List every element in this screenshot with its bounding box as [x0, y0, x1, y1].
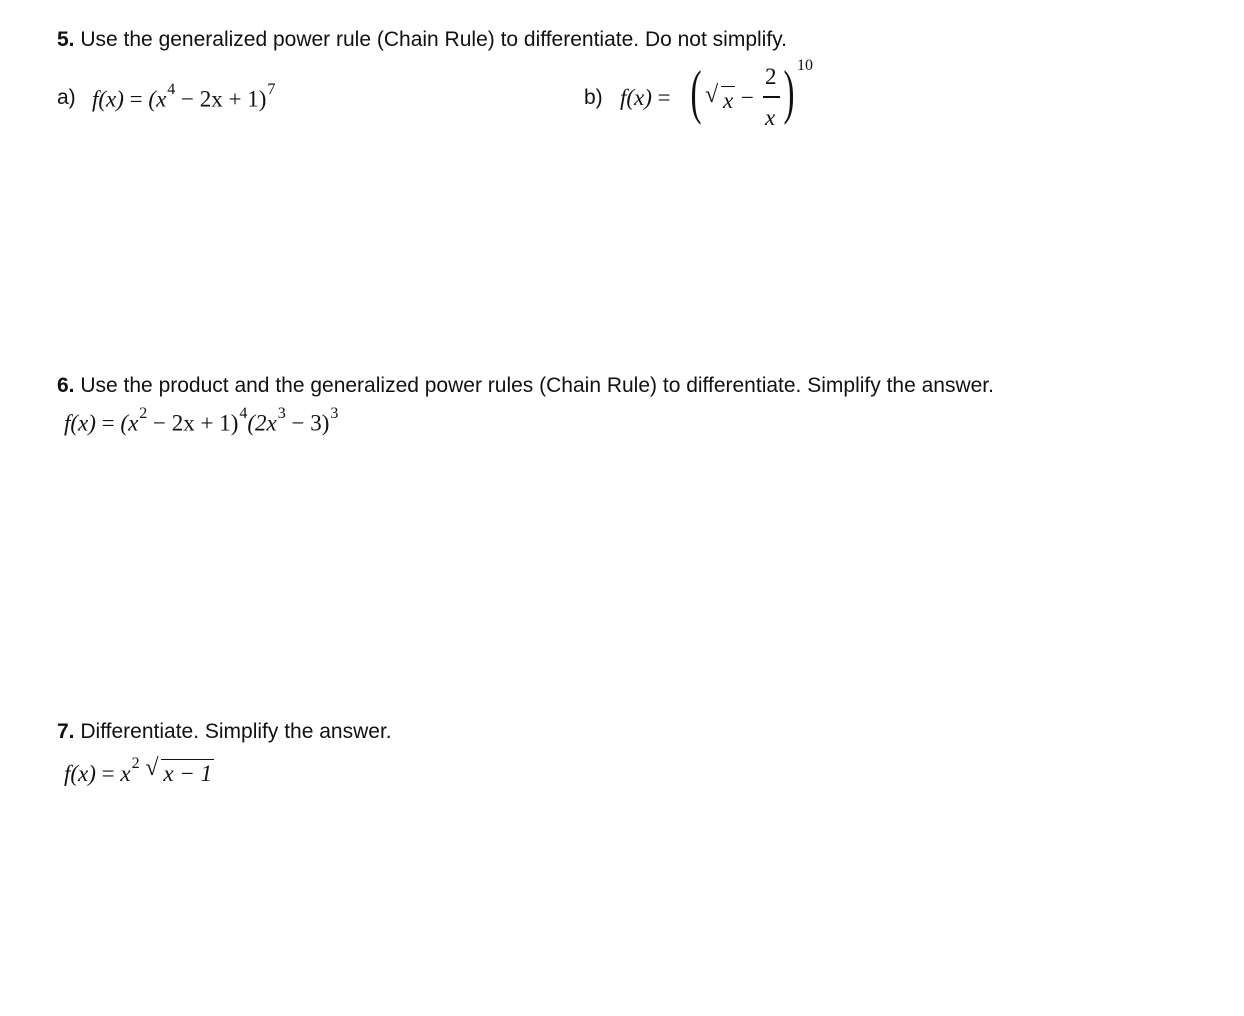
problem-5b-frac-numerator: 2 [765, 64, 777, 89]
problem-5b-label: b) [584, 86, 603, 109]
problem-5a-eq: = [129, 86, 143, 112]
problem-6-factor2-outer: 3 [330, 405, 339, 422]
problem-5a-label: a) [57, 86, 76, 109]
problem-7-eq: = [101, 761, 115, 786]
problem-7-text: Differentiate. Simplify the answer. [80, 720, 392, 743]
problem-6-factor1-outer: 4 [239, 405, 248, 422]
problem-5b-right-paren: ) [783, 59, 795, 125]
problem-5a-base: (x [148, 86, 167, 112]
problem-5a-rest: − 2x + 1) [175, 86, 267, 112]
problem-5b-frac-denominator: x [765, 105, 776, 130]
sqrt-icon: √ [705, 82, 719, 108]
problem-7-sqrt-group [145, 755, 214, 786]
problem-5a-inner-exponent: 4 [167, 81, 176, 98]
problem-5b-eq: = [657, 85, 671, 110]
problem-6-equation [64, 405, 339, 436]
problem-5b-fx: f(x) [620, 85, 652, 110]
problem-6-factor2-exponent: 3 [277, 405, 286, 422]
problem-7-exponent: 2 [131, 755, 140, 773]
problem-5b-minus: − [741, 85, 754, 110]
problem-5b-sqrt [705, 82, 735, 113]
problem-7-number: 7. [57, 720, 75, 743]
problem-7-prompt [57, 720, 392, 744]
problem-7-fx: f(x) [64, 761, 96, 786]
problem-6-number: 6. [57, 374, 75, 397]
problem-5-text: Use the generalized power rule (Chain Rule) to differentiate. Do not simplify. [80, 28, 787, 51]
problem-6-eq: = [101, 410, 115, 436]
problem-7-radicand: x − 1 [163, 761, 213, 786]
problem-5b-sqrt-group [705, 82, 735, 113]
problem-5-number: 5. [57, 28, 75, 51]
problem-7-equation [64, 755, 214, 786]
problem-5b-radicand: x [723, 88, 734, 113]
problem-6-fx: f(x) [64, 410, 96, 436]
sqrt-icon: √ [145, 755, 159, 781]
problem-5-prompt [57, 28, 787, 52]
problem-6-factor1-exponent: 2 [139, 405, 148, 422]
problem-6-text: Use the product and the generalized power rules (Chain Rule) to differentiate. Simplify the answer. [80, 374, 994, 397]
problem-5b-frac-bar [763, 96, 780, 98]
problem-5a-fx: f(x) [92, 86, 124, 112]
problem-6-prompt [57, 374, 994, 398]
problem-5a-equation [92, 81, 276, 112]
problem-6-factor2-rest: − 3) [285, 410, 330, 436]
problem-6-factor1-open: (x [120, 410, 139, 436]
problem-5a-outer-exponent: 7 [267, 81, 276, 98]
problem-5b-outer-exponent: 10 [797, 57, 813, 74]
problem-6-factor2-open: (2x [247, 410, 277, 436]
problem-5b-lhs [620, 86, 671, 109]
problem-6-factor1-rest: − 2x + 1) [147, 410, 239, 436]
problem-5b-left-paren: ( [690, 59, 702, 125]
problem-7-base: x [120, 761, 131, 786]
